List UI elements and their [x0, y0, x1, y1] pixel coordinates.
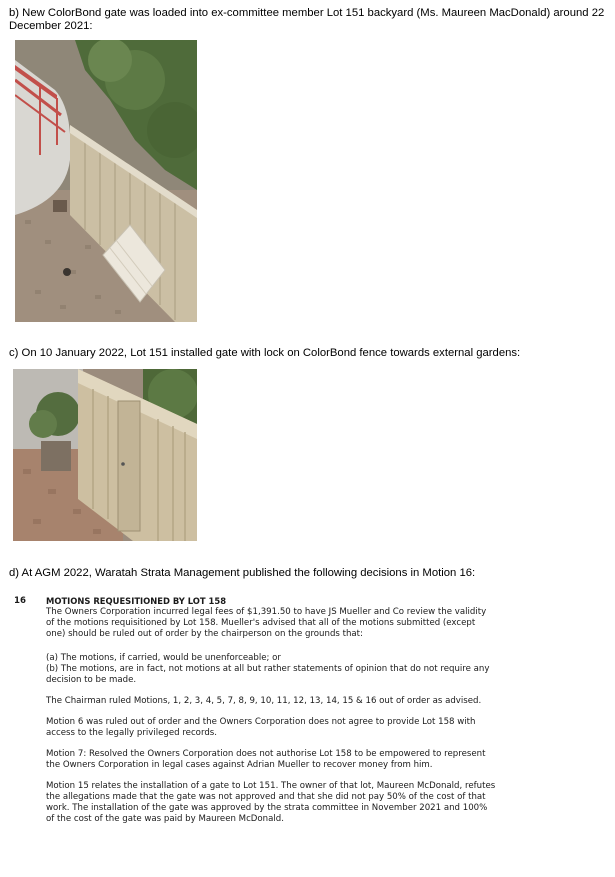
motion-paragraph-5: Motion 7: Resolved the Owners Corporation does not authorise Lot 158 to be empowered to represent the Owners Corporation in legal cases against Adrian Mueller to recover money from him. — [46, 749, 486, 770]
motion-number: 16 — [14, 596, 26, 606]
paragraph-d: d) At AGM 2022, Waratah Strata Management published the following decisions in Motion 16: — [9, 567, 476, 579]
motion-paragraph-6: Motion 15 relates the installation of a gate to Lot 151. The owner of that lot, Maureen McDonald, refutes the allegations made that the gate was not approved and that she did not pay 50% of the cost of that work. The installation of the gate was approved by the strata committee in November 2021 and 100% of the cost of the gate was paid by Maureen McDonald. — [46, 781, 496, 824]
photo-gate-with-lock-image — [13, 369, 197, 541]
motion-paragraph-1: The Owners Corporation incurred legal fees of $1,391.50 to have JS Mueller and Co review the validity of the motions requisitioned by Lot 158. Mueller's advised that all of the motions submitted (except one) should be ruled out of order by the chairperson on the grounds that: — [46, 607, 487, 639]
motion-paragraph-4: Motion 6 was ruled out of order and the Owners Corporation does not agree to provide Lot 158 with access to the legally privileged records. — [46, 717, 476, 738]
motion-body — [46, 596, 496, 825]
motion-title: MOTIONS REQUESITIONED BY LOT 158 — [46, 596, 227, 606]
photo-gate-in-backyard-image — [15, 40, 197, 322]
paragraph-b: b) New ColorBond gate was loaded into ex-committee member Lot 151 backyard (Ms. Maureen MacDonald) around 22 December 2021: — [9, 7, 605, 32]
motion-paragraph-2b: (b) The motions, are in fact, not motions at all but rather statements of opinion that do not require any decision to be made. — [46, 664, 490, 685]
motion-paragraph-2a: (a) The motions, if carried, would be unenforceable; or — [46, 653, 281, 663]
paragraph-c: c) On 10 January 2022, Lot 151 installed gate with lock on ColorBond fence towards external gardens: — [9, 347, 521, 359]
motion-paragraph-3: The Chairman ruled Motions, 1, 2, 3, 4, 5, 7, 8, 9, 10, 11, 12, 13, 14, 15 & 16 out of order as advised. — [46, 696, 482, 706]
photo-gate-with-lock — [13, 369, 197, 541]
photo-gate-in-backyard — [15, 40, 197, 322]
